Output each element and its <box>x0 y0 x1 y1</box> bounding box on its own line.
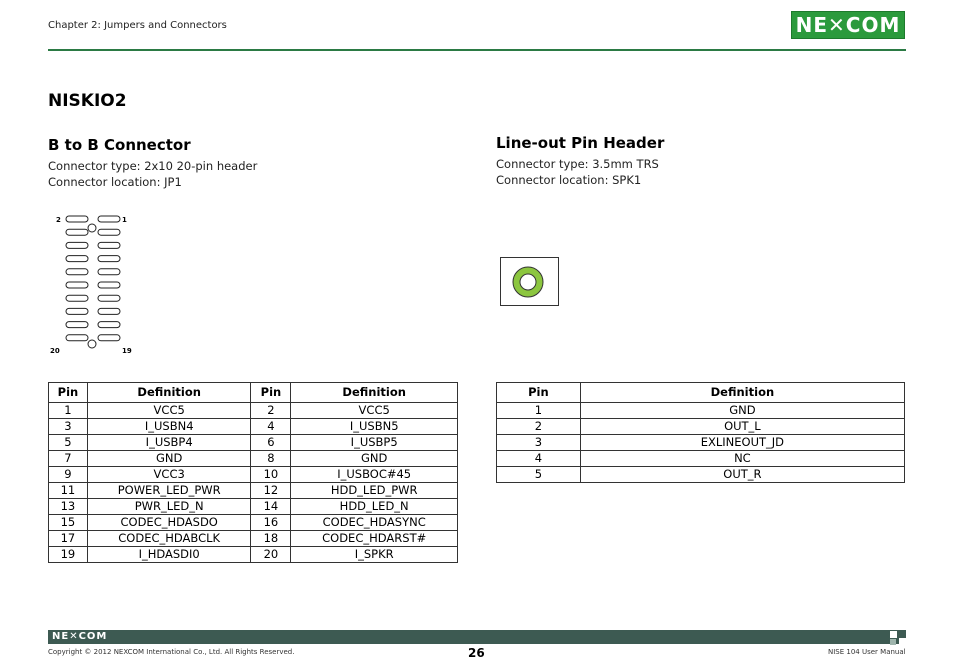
cell: NC <box>580 451 904 467</box>
cell: VCC5 <box>87 403 251 419</box>
header-pin <box>66 295 88 301</box>
col-header: Definition <box>291 383 458 403</box>
header-pin <box>66 216 88 222</box>
footer-bar <box>48 630 906 644</box>
cell: 12 <box>251 483 291 499</box>
table-header-row <box>49 383 458 403</box>
cell: CODEC_HDASYNC <box>291 515 458 531</box>
col-header: Pin <box>49 383 88 403</box>
cell: 2 <box>251 403 291 419</box>
cell: I_USBP4 <box>87 435 251 451</box>
cell: 11 <box>49 483 88 499</box>
header-pin <box>66 308 88 314</box>
cell: 4 <box>497 451 581 467</box>
header-pin <box>66 269 88 275</box>
lineout-connector-type: Connector type: 3.5mm TRS <box>496 157 659 171</box>
cell: I_USBN4 <box>87 419 251 435</box>
cell: EXLINEOUT_JD <box>580 435 904 451</box>
cell: I_USBP5 <box>291 435 458 451</box>
table-row <box>49 483 458 499</box>
header-pin <box>66 322 88 328</box>
cell: CODEC_HDARST# <box>291 531 458 547</box>
table-row <box>49 435 458 451</box>
cell: 4 <box>251 419 291 435</box>
cell: OUT_R <box>580 467 904 483</box>
col-header: Pin <box>251 383 291 403</box>
col-header: Pin <box>497 383 581 403</box>
mounting-hole <box>88 224 96 232</box>
header-pin <box>66 242 88 248</box>
col-header: Definition <box>87 383 251 403</box>
header-pin <box>98 335 120 341</box>
table-row <box>49 515 458 531</box>
cell: 1 <box>49 403 88 419</box>
chapter-heading: Chapter 2: Jumpers and Connectors <box>48 20 227 31</box>
cell: 9 <box>49 467 88 483</box>
table-row <box>49 403 458 419</box>
cell: VCC5 <box>291 403 458 419</box>
cell: 18 <box>251 531 291 547</box>
mounting-hole <box>88 340 96 348</box>
table-row <box>49 467 458 483</box>
cell: I_SPKR <box>291 547 458 563</box>
cell: 19 <box>49 547 88 563</box>
cell: 3 <box>497 435 581 451</box>
lineout-pin-table <box>496 382 905 483</box>
header-pin <box>66 229 88 235</box>
cell: 3 <box>49 419 88 435</box>
cell: 5 <box>49 435 88 451</box>
table-row <box>49 451 458 467</box>
page-number: 26 <box>468 646 485 660</box>
header-pin <box>98 256 120 262</box>
cell: 6 <box>251 435 291 451</box>
header-pin <box>98 269 120 275</box>
b2b-pin-table <box>48 382 458 563</box>
trs-jack-diagram <box>500 257 559 306</box>
header-rule <box>48 49 906 51</box>
pin-label-20: 20 <box>50 347 60 355</box>
pin-label-19: 19 <box>122 347 132 355</box>
header-diagram <box>50 210 138 360</box>
cell: I_USBN5 <box>291 419 458 435</box>
cell: GND <box>580 403 904 419</box>
table-row <box>497 467 905 483</box>
table-row <box>497 403 905 419</box>
cell: PWR_LED_N <box>87 499 251 515</box>
cell: OUT_L <box>580 419 904 435</box>
cell: GND <box>87 451 251 467</box>
cell: 8 <box>251 451 291 467</box>
col-header: Definition <box>580 383 904 403</box>
cell: I_HDASDI0 <box>87 547 251 563</box>
header-pin <box>98 282 120 288</box>
cell: HDD_LED_PWR <box>291 483 458 499</box>
nexcom-logo: NE✕COM <box>791 11 905 39</box>
cell: 16 <box>251 515 291 531</box>
header-pin <box>66 335 88 341</box>
cell: 10 <box>251 467 291 483</box>
cell: 20 <box>251 547 291 563</box>
cell: POWER_LED_PWR <box>87 483 251 499</box>
table-row <box>49 499 458 515</box>
footer-logo: NE✕COM <box>52 631 108 642</box>
header-pin <box>98 295 120 301</box>
cell: 15 <box>49 515 88 531</box>
header-pin <box>98 229 120 235</box>
page-title: NISKIO2 <box>48 91 127 111</box>
table-row <box>49 531 458 547</box>
manual-name: NISE 104 User Manual <box>828 648 906 656</box>
cell: VCC3 <box>87 467 251 483</box>
cell: GND <box>291 451 458 467</box>
pin-label-2: 2 <box>56 216 61 224</box>
b2b-connector-type: Connector type: 2x10 20-pin header <box>48 159 258 173</box>
cell: 2 <box>497 419 581 435</box>
cell: 17 <box>49 531 88 547</box>
cell: I_USBOC#45 <box>291 467 458 483</box>
header-pin <box>98 308 120 314</box>
cell: 5 <box>497 467 581 483</box>
cell: CODEC_HDASDO <box>87 515 251 531</box>
lineout-connector-location: Connector location: SPK1 <box>496 173 642 187</box>
lineout-section-title: Line-out Pin Header <box>496 134 665 152</box>
cell: 7 <box>49 451 88 467</box>
cell: 13 <box>49 499 88 515</box>
table-row <box>497 419 905 435</box>
cell: HDD_LED_N <box>291 499 458 515</box>
cell: 14 <box>251 499 291 515</box>
header-pin <box>98 322 120 328</box>
b2b-section-title: B to B Connector <box>48 136 191 154</box>
cell: 1 <box>497 403 581 419</box>
header-pin <box>66 282 88 288</box>
header-pin <box>98 242 120 248</box>
header-pin <box>98 216 120 222</box>
table-row <box>49 547 458 563</box>
b2b-info <box>48 158 257 190</box>
pin-label-1: 1 <box>122 216 127 224</box>
footer-squares-icon <box>890 630 906 644</box>
lineout-info <box>496 156 659 188</box>
table-header-row <box>497 383 905 403</box>
table-row <box>497 451 905 467</box>
copyright-text: Copyright © 2012 NEXCOM International Co., Ltd. All Rights Reserved. <box>48 648 295 656</box>
b2b-connector-location: Connector location: JP1 <box>48 175 182 189</box>
trs-jack-hole <box>520 274 536 290</box>
table-row <box>497 435 905 451</box>
header-pin <box>66 256 88 262</box>
cell: CODEC_HDABCLK <box>87 531 251 547</box>
table-row <box>49 419 458 435</box>
